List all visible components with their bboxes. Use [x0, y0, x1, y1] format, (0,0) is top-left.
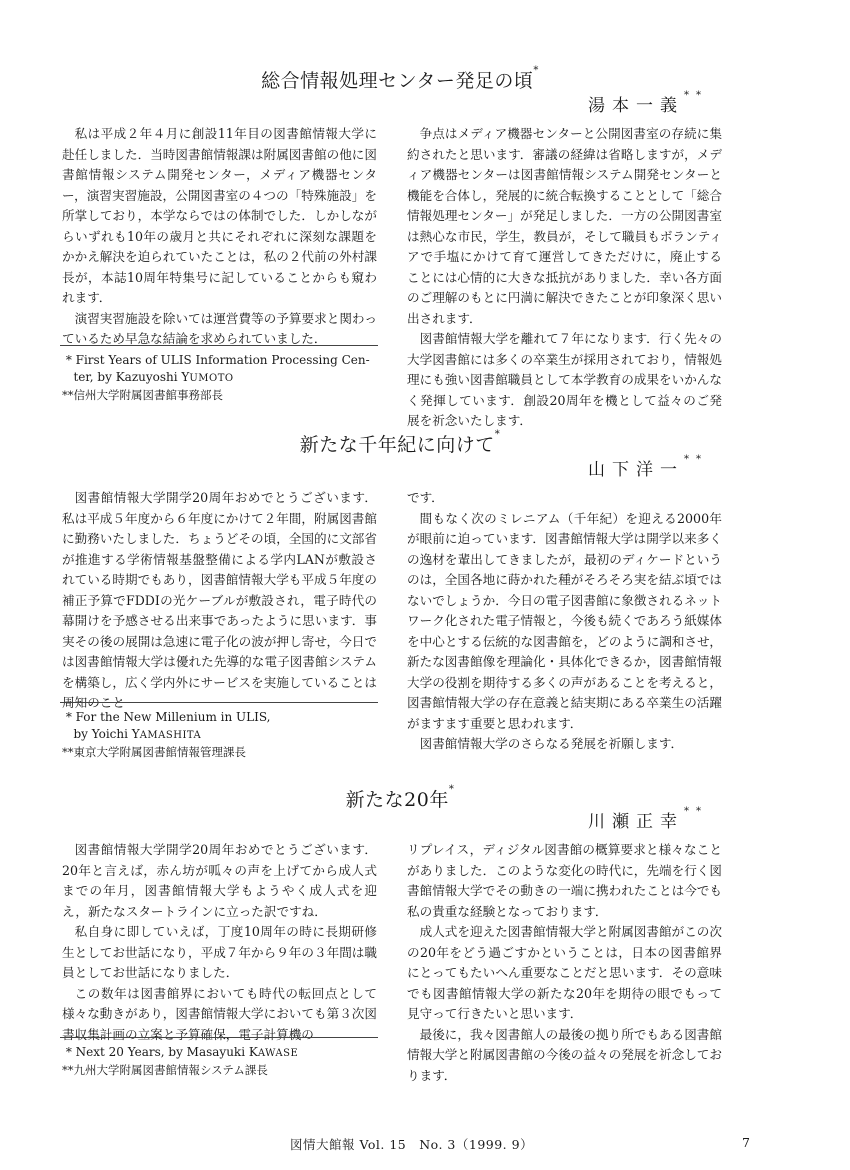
- footnote-rule: [60, 702, 378, 703]
- footnote: * For the New Millenium in ULIS, by Yoichi YAMASHITA **東京大学附属図書館情報管理課長: [62, 710, 271, 759]
- paragraph: 図書館情報大学開学20周年おめでとうございます．私は平成５年度から６年度にかけて２年間，附属図書館に勤務いたしました．ちょうどその頃，全国的に文部省が推進する学術情報基盤整備による学内LANが敷設されている時期でもあり，図書館情報大学も平成５年度の補正予算でFDDIの光ケーブルが敷設され，電子時代の幕開けを予感させる出来事であったように思います．事実その後の展開は急速に電子化の波が押し寄せ，今日では図書館情報大学は優れた先導的な電子図書館システムを構築し，広く学内外にサービスを実施していることは周知のこと: [62, 490, 377, 710]
- footnote-rule: [60, 1037, 378, 1038]
- article-author: 山下洋一**: [588, 454, 708, 480]
- paragraph: 最後に，我々図書館人の最後の拠り所でもある図書館情報大学と附属図書館の今後の益々の発展を祈念しております．: [407, 1026, 722, 1083]
- footnote-rule: [60, 345, 378, 346]
- paragraph: 私は平成２年４月に創設11年目の図書館情報大学に赴任しました．当時図書館情報課は附属図書館の他に図書館情報システム開発センター，メディア機器センター，演習実習施設，公開図書室の４つの「特殊施設」を所掌しており，本学ならではの体制でした．しかしながらいずれも10年の歳月と共にそれぞれに深刻な課題をかかえ解決を迫られていたことは，私の２代前の外村課長が，本誌10周年特集号に記していることからも窺われます．: [62, 126, 377, 305]
- paragraph: です．: [407, 490, 444, 505]
- article-title: 総合情報処理センター発足の頃*: [261, 65, 539, 92]
- article-author: 川瀬正幸**: [588, 806, 708, 832]
- right-column: [407, 124, 722, 432]
- footnote: * Next 20 Years, by Masayuki KAWASE **九州大学附属図書館情報システム課長: [62, 1045, 299, 1077]
- journal-citation: 図情大館報 Vol. 15 No. 3（1999. 9）: [290, 1137, 534, 1152]
- left-column: [62, 488, 377, 714]
- paragraph: 図書館情報大学のさらなる発展を祈願します．: [419, 736, 684, 751]
- footnote: * First Years of ULIS Information Processing Cen- ter, by Kazuyoshi YUMOTO **信州大学附属図書館事務部長: [62, 353, 370, 402]
- page-number: 7: [742, 1135, 750, 1150]
- article-title: 新たな千年紀に向けて*: [299, 429, 501, 456]
- paragraph: 成人式を迎えた図書館情報大学と附属図書館がこの次の20年をどう過ごすかということは，日本の図書館界にとってもたいへん重要なことだと思います．その意味でも図書館情報大学の新たな20年を期待の眼でもって見守って行きたいと思います．: [407, 924, 722, 1021]
- paragraph: 間もなく次のミレニアム（千年紀）を迎える2000年が眼前に迫っています．図書館情報大学は開学以来多くの逸材を輩出してきましたが，最初のディケードというのは，全国各地に蒔かれた種がそろそろ実を結ぶ頃ではないでしょうか．今日の電子図書館に象徴されるネットワーク化された電子情報と，今後も続くであろう紙媒体を中心とする伝統的な図書館を，どのように調和させ，新たな図書館像を理論化・具体化できるか，図書館情報大学の役割を期待する多くの声があることを考えると，図書館情報大学の存在意義と結実期にある卒業生の活躍がますます重要と思われます．: [407, 510, 722, 731]
- left-column: [62, 124, 377, 350]
- paragraph: 図書館情報大学開学20周年おめでとうございます．20年と言えば，赤ん坊が呱々の声を上げてから成人式までの年月，図書館情報大学もようやく成人式を迎え，新たなスタートラインに立った訳ですね．: [62, 842, 377, 919]
- right-column: [407, 840, 722, 1086]
- paragraph: 私自身に即していえば，丁度10周年の時に長期研修生としてお世話になり，平成７年から９年の３年間は職員としてお世話になりました．: [62, 924, 377, 980]
- paragraph: 演習実習施設を除いては運営費等の予算要求と関わっているため早急な結論を求められていました．: [62, 310, 377, 346]
- paragraph: 争点はメディア機器センターと公開図書室の存続に集約されたと思います．審議の経緯は省略しますが，メディア機器センターは図書館情報システム開発センターと機能を合体し，発展的に統合転換することとして「総合情報処理センター」が発足しました．一方の公開図書室は熱心な市民，学生，教員が，そして職員もボランティアで手塩にかけて育て運営してきただけに，廃止することには心情的に大きな抵抗がありました．幸い各方面のご理解のもとに円満に解決できたことが印象深く思い出されます．: [407, 126, 722, 326]
- article-author: 湯本一義**: [588, 90, 708, 116]
- paragraph: この数年は図書館界においても時代の転回点として様々な動きがあり，図書館情報大学においても第３次図書収集計画の立案と予算確保，電子計算機の: [62, 985, 377, 1042]
- paragraph: 図書館情報大学を離れて７年になります．行く先々の大学図書館には多くの卒業生が採用されており，情報処理にも強い図書館職員として本学教育の成果をいかんなく発揮しています．創設20周年を機として益々のご発展を祈念いたします．: [407, 331, 722, 428]
- paragraph: リプレイス，ディジタル図書館の概算要求と様々なことがありました．このような変化の時代に，先端を行く図書館情報大学でその動きの一端に携われたことは今でも私の貴重な経験となっております．: [407, 842, 722, 919]
- article-title: 新たな20年*: [345, 784, 455, 811]
- right-column: [407, 488, 722, 755]
- left-column: [62, 840, 377, 1045]
